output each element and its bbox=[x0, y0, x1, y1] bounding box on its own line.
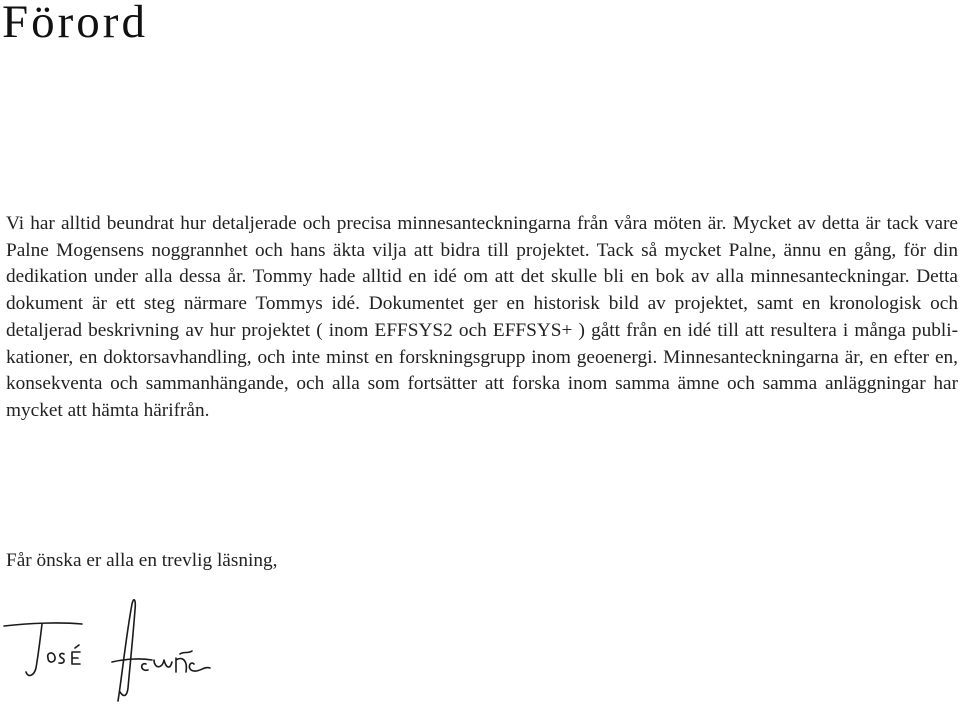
page-title: Förord bbox=[2, 0, 148, 48]
closing-line: Får önska er alla en trevlig läsning, bbox=[6, 550, 278, 571]
preface-paragraph: Vi har alltid beundrat hur detaljerade och precisa minnesanteckningarna från våra möten är. Mycket av detta är tack vare Palne Mogensens noggrannhet och hans äkta vilja att bidra till projektet. Tack så mycket Palne, ännu en gång, för din dedikation under alla dessa år. Tommy hade alltid en idé om att det skulle bli en bok av alla minnesanteckningar. Detta dokument är ett steg närmare Tommys idé. Dokumentet ger en historisk bild av projektet, samt en kronologisk och detaljerad beskrivning av hur projektet ( inom EFFSYS2 och EFFSYS+ ) gått från en idé till att resultera i många publikationer, en doktorsavhandling, och inte minst en forskningsgrupp inom geoenergi. Minnesanteckningarna är, en efter en, konsekventa och sammanhängande, och alla som fortsätter att forska inom samma ämne och samma anläggningar har mycket att hämta härifrån. bbox=[6, 213, 958, 421]
handwritten-signature bbox=[0, 596, 220, 721]
